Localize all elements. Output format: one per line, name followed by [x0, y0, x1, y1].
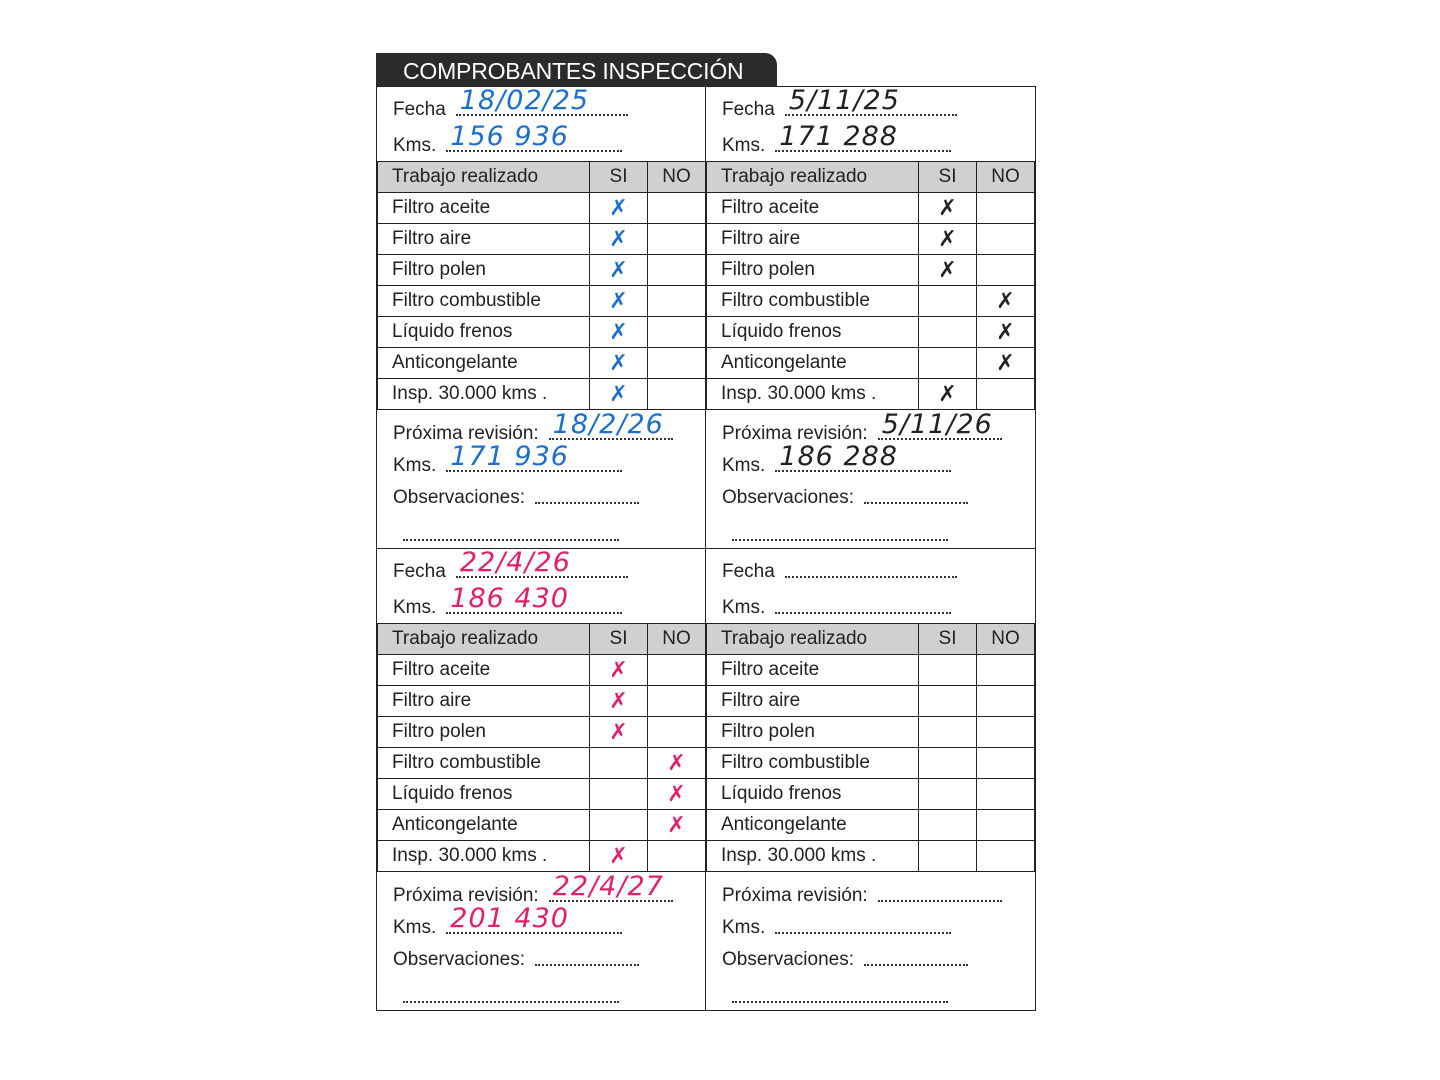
table-row	[707, 841, 1035, 872]
task-name: Filtro combustible	[378, 286, 590, 317]
task-name: Anticongelante	[378, 810, 590, 841]
no-checkbox[interactable]	[977, 348, 1035, 379]
fecha-value: 5/11/25	[788, 85, 900, 116]
fecha-field	[785, 574, 957, 578]
fecha-row	[722, 85, 957, 121]
proxima-kms-field	[446, 903, 622, 934]
inspection-card-1	[376, 86, 707, 549]
no-checkbox[interactable]	[648, 717, 706, 748]
si-checkbox[interactable]	[590, 193, 648, 224]
fecha-label: Fecha	[722, 561, 775, 582]
check-mark: ✗	[938, 226, 957, 252]
check-mark: ✗	[609, 319, 628, 345]
no-checkbox[interactable]	[648, 748, 706, 779]
fecha-value: 18/02/25	[459, 85, 590, 116]
observaciones-label: Observaciones:	[722, 949, 855, 970]
task-name: Filtro polen	[707, 717, 919, 748]
task-name: Anticongelante	[707, 348, 919, 379]
proxima-kms-value: 201 430	[450, 903, 569, 934]
no-checkbox[interactable]	[977, 255, 1035, 286]
task-name: Filtro combustible	[378, 748, 590, 779]
si-checkbox[interactable]	[590, 255, 648, 286]
no-checkbox[interactable]	[648, 255, 706, 286]
kms-field	[446, 583, 622, 614]
si-checkbox[interactable]	[590, 717, 648, 748]
task-name: Anticongelante	[378, 348, 590, 379]
fecha-value: 22/4/26	[459, 547, 571, 578]
check-mark: ✗	[609, 226, 628, 252]
proxima-revision-field	[549, 409, 673, 440]
si-checkbox[interactable]	[919, 841, 977, 872]
no-header: NO	[977, 624, 1035, 655]
kms-value: 186 430	[450, 583, 569, 614]
observaciones-row	[393, 487, 639, 509]
table-row	[378, 379, 706, 410]
si-checkbox[interactable]	[919, 810, 977, 841]
no-header: NO	[648, 624, 706, 655]
proxima-revision-field	[878, 409, 1002, 440]
task-name: Insp. 30.000 kms .	[707, 379, 919, 410]
proxima-kms-row	[393, 441, 622, 477]
no-checkbox[interactable]	[977, 810, 1035, 841]
check-mark: ✗	[609, 288, 628, 314]
kms-label: Kms.	[393, 597, 437, 618]
table-row	[378, 779, 706, 810]
check-mark: ✗	[609, 719, 628, 745]
check-mark: ✗	[996, 288, 1015, 314]
si-checkbox[interactable]	[919, 655, 977, 686]
kms-value: 171 288	[779, 121, 898, 152]
proxima-kms-label: Kms.	[393, 917, 437, 938]
table-row	[378, 348, 706, 379]
work-header-label: Trabajo realizado	[707, 624, 919, 655]
kms-label: Kms.	[393, 135, 437, 156]
kms-field	[775, 121, 951, 152]
observaciones-field	[535, 500, 639, 504]
si-checkbox[interactable]	[919, 317, 977, 348]
inspection-card-3	[376, 548, 707, 1011]
proxima-kms-label: Kms.	[722, 917, 766, 938]
proxima-kms-label: Kms.	[722, 455, 766, 476]
observaciones-extra-line	[403, 999, 619, 1003]
no-checkbox[interactable]	[648, 317, 706, 348]
kms-row	[393, 121, 622, 157]
no-checkbox[interactable]	[648, 286, 706, 317]
si-checkbox[interactable]	[919, 379, 977, 410]
no-checkbox[interactable]	[648, 841, 706, 872]
observaciones-label: Observaciones:	[722, 487, 855, 508]
table-row	[707, 810, 1035, 841]
no-checkbox[interactable]	[977, 317, 1035, 348]
observaciones-extra-line	[732, 537, 948, 541]
check-mark: ✗	[938, 381, 957, 407]
observaciones-label: Observaciones:	[393, 487, 526, 508]
work-header-label: Trabajo realizado	[707, 162, 919, 193]
si-checkbox[interactable]	[919, 224, 977, 255]
task-name: Líquido frenos	[707, 779, 919, 810]
no-checkbox[interactable]	[977, 686, 1035, 717]
work-table	[377, 161, 706, 410]
task-name: Filtro aceite	[378, 193, 590, 224]
si-checkbox[interactable]	[590, 348, 648, 379]
task-name: Filtro polen	[707, 255, 919, 286]
check-mark: ✗	[938, 195, 957, 221]
table-row	[378, 748, 706, 779]
kms-row	[722, 597, 951, 619]
check-mark: ✗	[609, 381, 628, 407]
no-checkbox[interactable]	[648, 224, 706, 255]
si-checkbox[interactable]	[590, 841, 648, 872]
task-name: Filtro aire	[707, 686, 919, 717]
task-name: Filtro combustible	[707, 748, 919, 779]
no-checkbox[interactable]	[977, 717, 1035, 748]
check-mark: ✗	[609, 657, 628, 683]
no-checkbox[interactable]	[648, 655, 706, 686]
si-checkbox[interactable]	[919, 193, 977, 224]
table-row	[378, 655, 706, 686]
task-name: Filtro polen	[378, 717, 590, 748]
fecha-label: Fecha	[393, 561, 446, 582]
no-checkbox[interactable]	[648, 348, 706, 379]
no-header: NO	[648, 162, 706, 193]
task-name: Anticongelante	[707, 810, 919, 841]
table-row	[378, 286, 706, 317]
observaciones-row	[722, 949, 968, 971]
table-row	[707, 286, 1035, 317]
si-header: SI	[590, 624, 648, 655]
kms-label: Kms.	[722, 597, 766, 618]
no-checkbox[interactable]	[977, 224, 1035, 255]
check-mark: ✗	[609, 688, 628, 714]
table-row	[707, 193, 1035, 224]
work-header-label: Trabajo realizado	[378, 162, 590, 193]
table-row	[707, 686, 1035, 717]
observaciones-extra-line	[403, 537, 619, 541]
observaciones-field	[535, 962, 639, 966]
observaciones-field	[864, 500, 968, 504]
si-checkbox[interactable]	[919, 286, 977, 317]
check-mark: ✗	[667, 750, 686, 776]
fecha-row	[393, 547, 628, 583]
proxima-revision-label: Próxima revisión:	[722, 423, 868, 444]
fecha-label: Fecha	[722, 99, 775, 120]
no-checkbox[interactable]	[977, 286, 1035, 317]
table-row	[707, 717, 1035, 748]
no-checkbox[interactable]	[977, 841, 1035, 872]
check-mark: ✗	[996, 319, 1015, 345]
kms-field	[446, 121, 622, 152]
task-name: Filtro aire	[378, 224, 590, 255]
observaciones-label: Observaciones:	[393, 949, 526, 970]
check-mark: ✗	[609, 843, 628, 869]
proxima-kms-field	[446, 441, 622, 472]
si-checkbox[interactable]	[590, 224, 648, 255]
proxima-kms-row	[722, 441, 951, 477]
work-header-label: Trabajo realizado	[378, 624, 590, 655]
table-row	[378, 810, 706, 841]
kms-row	[393, 583, 622, 619]
si-checkbox[interactable]	[590, 779, 648, 810]
fecha-row	[722, 561, 957, 583]
check-mark: ✗	[609, 350, 628, 376]
observaciones-extra-line	[732, 999, 948, 1003]
table-row	[707, 748, 1035, 779]
proxima-revision-label: Próxima revisión:	[393, 423, 539, 444]
proxima-revision-value: 22/4/27	[552, 871, 664, 902]
fecha-field	[456, 547, 628, 578]
task-name: Filtro aire	[378, 686, 590, 717]
task-name: Insp. 30.000 kms .	[707, 841, 919, 872]
no-checkbox[interactable]	[977, 779, 1035, 810]
si-checkbox[interactable]	[919, 255, 977, 286]
si-header: SI	[590, 162, 648, 193]
si-checkbox[interactable]	[590, 379, 648, 410]
table-row	[378, 841, 706, 872]
task-name: Filtro aceite	[707, 655, 919, 686]
table-row	[707, 655, 1035, 686]
proxima-kms-value: 171 936	[450, 441, 569, 472]
fecha-row	[393, 85, 628, 121]
table-row	[707, 379, 1035, 410]
si-checkbox[interactable]	[590, 748, 648, 779]
inspection-card-4	[705, 548, 1036, 1011]
work-table	[706, 161, 1035, 410]
proxima-kms-row	[393, 903, 622, 939]
fecha-field	[456, 85, 628, 116]
si-header: SI	[919, 624, 977, 655]
task-name: Filtro aceite	[707, 193, 919, 224]
observaciones-field	[864, 962, 968, 966]
kms-value: 156 936	[450, 121, 569, 152]
no-checkbox[interactable]	[648, 779, 706, 810]
kms-field	[775, 610, 951, 614]
table-row	[378, 224, 706, 255]
si-checkbox[interactable]	[919, 717, 977, 748]
table-row	[707, 317, 1035, 348]
sheet-title: COMPROBANTES INSPECCIÓN	[376, 53, 777, 86]
check-mark: ✗	[667, 781, 686, 807]
si-checkbox[interactable]	[919, 686, 977, 717]
task-name: Filtro polen	[378, 255, 590, 286]
proxima-kms-field	[775, 441, 951, 472]
observaciones-row	[393, 949, 639, 971]
task-name: Filtro aceite	[378, 655, 590, 686]
check-mark: ✗	[938, 257, 957, 283]
si-checkbox[interactable]	[590, 655, 648, 686]
proxima-kms-label: Kms.	[393, 455, 437, 476]
si-checkbox[interactable]	[919, 748, 977, 779]
task-name: Insp. 30.000 kms .	[378, 841, 590, 872]
no-checkbox[interactable]	[977, 655, 1035, 686]
table-row	[707, 255, 1035, 286]
proxima-revision-row	[722, 885, 1002, 907]
check-mark: ✗	[609, 195, 628, 221]
no-checkbox[interactable]	[648, 379, 706, 410]
kms-label: Kms.	[722, 135, 766, 156]
table-row	[707, 348, 1035, 379]
si-checkbox[interactable]	[590, 686, 648, 717]
proxima-kms-row	[722, 917, 951, 939]
task-name: Líquido frenos	[378, 779, 590, 810]
table-row	[378, 255, 706, 286]
work-table	[706, 623, 1035, 872]
proxima-revision-label: Próxima revisión:	[393, 885, 539, 906]
no-checkbox[interactable]	[648, 686, 706, 717]
no-header: NO	[977, 162, 1035, 193]
table-row	[378, 317, 706, 348]
proxima-kms-field	[775, 930, 951, 934]
observaciones-row	[722, 487, 968, 509]
table-row	[378, 717, 706, 748]
no-checkbox[interactable]	[648, 193, 706, 224]
proxima-revision-field	[878, 898, 1002, 902]
proxima-revision-field	[549, 871, 673, 902]
table-row	[378, 686, 706, 717]
task-name: Filtro combustible	[707, 286, 919, 317]
check-mark: ✗	[609, 257, 628, 283]
si-checkbox[interactable]	[919, 779, 977, 810]
table-row	[707, 224, 1035, 255]
si-checkbox[interactable]	[919, 348, 977, 379]
fecha-field	[785, 85, 957, 116]
fecha-label: Fecha	[393, 99, 446, 120]
proxima-kms-value: 186 288	[779, 441, 898, 472]
no-checkbox[interactable]	[648, 810, 706, 841]
task-name: Filtro aire	[707, 224, 919, 255]
proxima-revision-value: 5/11/26	[881, 409, 993, 440]
inspection-card-2	[705, 86, 1036, 549]
no-checkbox[interactable]	[977, 193, 1035, 224]
proxima-revision-value: 18/2/26	[552, 409, 664, 440]
si-header: SI	[919, 162, 977, 193]
task-name: Insp. 30.000 kms .	[378, 379, 590, 410]
check-mark: ✗	[996, 350, 1015, 376]
si-checkbox[interactable]	[590, 810, 648, 841]
task-name: Líquido frenos	[707, 317, 919, 348]
table-row	[378, 193, 706, 224]
kms-row	[722, 121, 951, 157]
si-checkbox[interactable]	[590, 317, 648, 348]
check-mark: ✗	[667, 812, 686, 838]
work-table	[377, 623, 706, 872]
si-checkbox[interactable]	[590, 286, 648, 317]
no-checkbox[interactable]	[977, 748, 1035, 779]
task-name: Líquido frenos	[378, 317, 590, 348]
proxima-revision-label: Próxima revisión:	[722, 885, 868, 906]
table-row	[707, 779, 1035, 810]
no-checkbox[interactable]	[977, 379, 1035, 410]
